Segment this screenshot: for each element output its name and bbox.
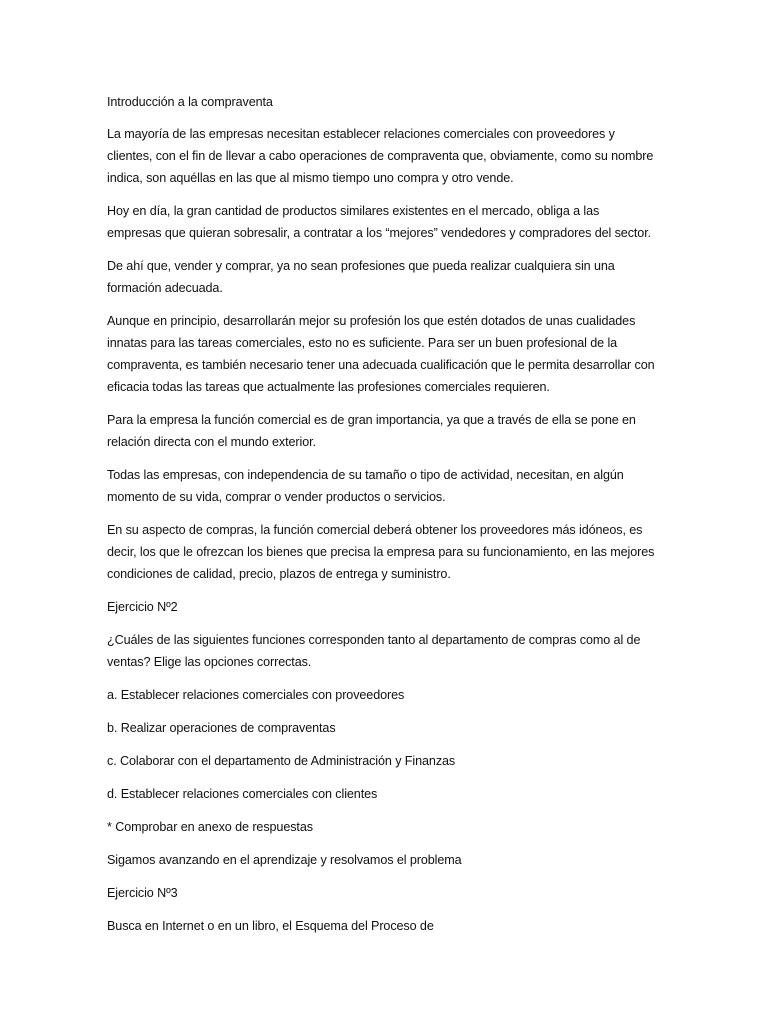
exercise-2-option-b: b. Realizar operaciones de compraventas — [107, 721, 336, 735]
paragraph-intro: La mayoría de las empresas necesitan establecer relaciones comerciales con proveedores y clientes, con el fin de llevar a cabo operaciones de compraventa que, obviamente, como su nombre indica, son aquéllas en las que al mismo tiempo uno compra y otro vende. — [107, 127, 654, 185]
transition-text: Sigamos avanzando en el aprendizaje y resolvamos el problema — [107, 853, 462, 867]
exercise-3-text: Busca en Internet o en un libro, el Esquema del Proceso de — [107, 919, 434, 933]
exercise-2-question: ¿Cuáles de las siguientes funciones corresponden tanto al departamento de compras como al de ventas? Elige las opciones correctas. — [107, 633, 641, 669]
paragraph-commercial-function: Para la empresa la función comercial es de gran importancia, ya que a través de ella se pone en relación directa con el mundo exterior. — [107, 413, 636, 449]
exercise-2-note: * Comprobar en anexo de respuestas — [107, 820, 313, 834]
exercise-3-heading: Ejercicio Nº3 — [107, 886, 178, 900]
paragraph-qualities: Aunque en principio, desarrollarán mejor su profesión los que estén dotados de unas cualidades innatas para las tareas comerciales, esto no es suficiente. Para ser un buen profesional de la compraventa, es también necesario tener una adecuada cualificación que le permita desarrollar con eficacia todas las tareas que actualmente las profesiones comerciales requieren. — [107, 314, 655, 394]
paragraph-purchases: En su aspecto de compras, la función comercial deberá obtener los proveedores más idóneos, es decir, los que le ofrezcan los bienes que precisa la empresa para su funcionamiento, en las mejores condiciones de calidad, precio, plazos de entrega y suministro. — [107, 523, 655, 581]
document-title: Introducción a la compraventa — [107, 95, 273, 109]
exercise-2-option-a: a. Establecer relaciones comerciales con proveedores — [107, 688, 405, 702]
exercise-2-option-d: d. Establecer relaciones comerciales con clientes — [107, 787, 378, 801]
document-body — [107, 91, 655, 948]
exercise-2-option-c: c. Colaborar con el departamento de Administración y Finanzas — [107, 754, 456, 768]
exercise-2-heading: Ejercicio Nº2 — [107, 600, 178, 614]
paragraph-training: De ahí que, vender y comprar, ya no sean profesiones que pueda realizar cualquiera sin una formación adecuada. — [107, 259, 615, 295]
paragraph-market: Hoy en día, la gran cantidad de productos similares existentes en el mercado, obliga a las empresas que quieran sobresalir, a contratar a los “mejores” vendedores y compradores del sector. — [107, 204, 652, 240]
paragraph-all-companies: Todas las empresas, con independencia de su tamaño o tipo de actividad, necesitan, en algún momento de su vida, comprar o vender productos o servicios. — [107, 468, 624, 504]
